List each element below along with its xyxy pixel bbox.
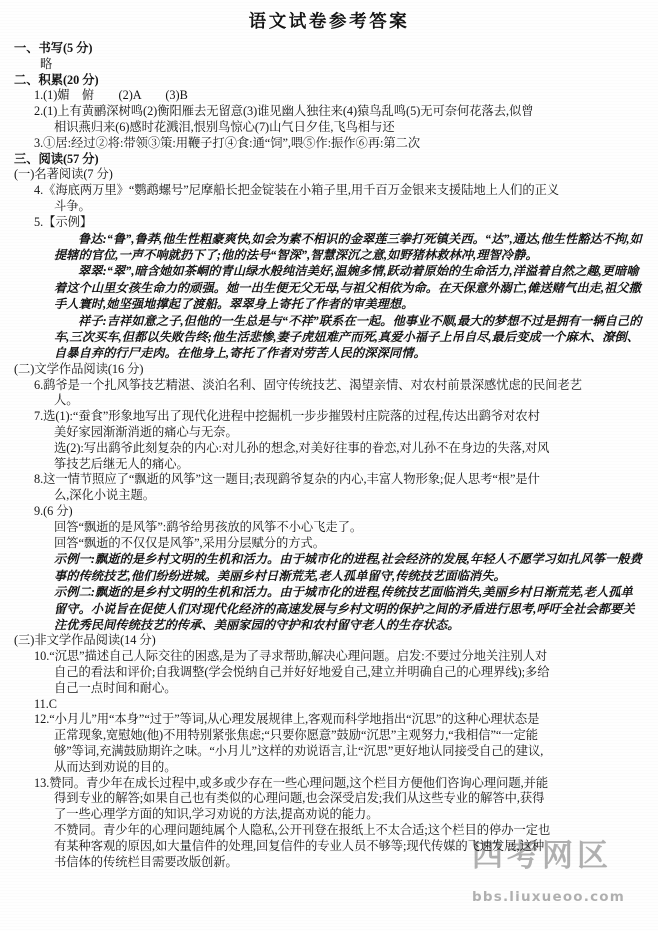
section-1-body: 略: [40, 56, 53, 71]
answer-item-13-line-5: 有某种客观的原因,如大量信件的处理,回复信件的专业人员不够等;现代传媒的飞速发展,这种: [54, 838, 545, 853]
answer-item-2-line-2: 相识燕归来(6)感时花溅泪,恨别鸟惊心(7)山气日夕佳,飞鸟相与还: [54, 119, 395, 134]
subsection-heading-1: (一)名著阅读(7 分): [14, 167, 113, 182]
answer-item-7-line-4: 筝技艺后继无人的痛心。: [54, 456, 189, 471]
answer-item-7-line-1: 7.选(1):“蚕食”形象地写出了现代化进程中挖掘机一步步摧毁村庄院落的过程,传达出鹞爷对农村: [34, 409, 540, 424]
section-heading-1: 一、书写(5 分): [14, 41, 93, 55]
answer-item-10-line-3: 自己一点时间和耐心。: [54, 680, 177, 695]
answer-item-5-example-ludа: 鲁达:“鲁”,鲁莽,他生性粗豪爽快,如会为素不相识的金翠莲三拳打死镇关西。“达”,通达,他生性豁达不拘,如提辖的官位,一声不响就扔下了;他的法号“智深”,智慧深沉之意,如野猪林救林冲,理智冷静。: [54, 231, 642, 262]
answer-item-13-line-2: 得到专业的解答;如果自己也有类似的心理问题,也会深受启发;我们从这些专业的解答中,获得: [54, 791, 545, 806]
answer-item-1: 1.(1)媚 俯 (2)A (3)B: [34, 88, 188, 103]
answer-item-7-line-3: 选(2):写出鹞爷此刻复杂的内心:对儿孙的想念,对美好往事的眷恋,对儿孙不在身边的失落,对风: [54, 440, 550, 455]
section-heading-2: 二、积累(20 分): [14, 72, 99, 87]
answer-item-13-line-4: 不赞同。青少年的心理问题纯属个人隐私,公开刊登在报纸上不太合适;这个栏目的停办一定也: [54, 822, 551, 837]
watermark-url: bbs.liuxueoo.com: [472, 889, 626, 905]
answer-item-12-line-1: 12.“小月儿”用“本身”“过于”等词,从心理发展规律上,客观而科学地指出“沉思”的这种心理状态是: [34, 712, 540, 727]
subsection-heading-2: (二)文学作品阅读(16 分): [14, 361, 144, 376]
answer-item-10-line-2: 自己的看法和评价;自我调整(学会悦纳自己并好好地爱自己,建立并明确自己的心理界线);多给: [54, 665, 550, 679]
answer-item-4-line-2: 斗争。: [54, 198, 91, 213]
section-heading-3: 三、阅读(57 分): [14, 151, 99, 166]
answer-item-3: 3.①居:经过②将:带领③策:用鞭子打④食:通“饲”,喂⑤作:振作⑥再:第二次: [34, 135, 421, 150]
watermark-glyphs: 四考网区: [472, 838, 612, 874]
answer-item-2-line-1: 2.(1)上有黄鹂深树鸣(2)衡阳雁去无留意(3)谁见幽人独往来(4)猿鸟乱鸣(5)无可奈何花落去,似曾: [34, 104, 534, 119]
answer-item-4-line-1: 4.《海底两万里》“鹦鹉螺号”尼摩船长把金锭装在小箱子里,用千百万金银来支援陆地上人们的正义: [34, 183, 560, 198]
answer-item-11: 11.C: [34, 696, 57, 711]
page-title: 语文试卷参考答案: [248, 12, 410, 32]
answer-item-9-example-2: 示例二:飘逝的是乡村文明的生机和活力。由于城市化的进程,传统技艺面临消失,美丽乡村日渐荒芜,老人孤单留守。小说旨在促使人们对现代化经济的高速发展与乡村文明的保护之间的矛盾进行思考,呼吁全社会都要关注优秀民间传统技艺的传承、美丽家园的守护和农村留守老人的生存状态。: [54, 585, 635, 632]
answer-item-13-line-3: 了一些心理学方面的知识,学习劝说的方法,提高劝说的能力。: [54, 807, 379, 822]
answer-item-10-line-1: 10.“沉思”描述自己人际交往的困惑,是为了寻求帮助,解决心理问题。启发:不要过分地关注别人对: [34, 649, 548, 664]
answer-item-13-line-6: 书信体的传统栏目需要改版创新。: [54, 854, 238, 869]
answer-item-13-line-1: 13.赞同。青少年在成长过程中,或多或少存在一些心理问题,这个栏目方便他们咨询心理问题,并能: [34, 775, 549, 790]
subsection-heading-3: (三)非文学作品阅读(14 分): [14, 633, 156, 648]
answer-item-5-example-xiangzi: 祥子:吉祥如意之子,但他的一生总是与“不祥”联系在一起。他事业不顺,最大的梦想不过是拥有一辆自己的车,三次买车,但都以失败告终;他生活悲惨,妻子虎妞难产而死,真爱小福子上吊自尽,最后变成一个麻木、潦倒、自暴自弃的行尸走肉。在他身上,寄托了作者对劳苦人民的深深同情。: [54, 313, 642, 361]
answer-item-7-line-2: 美好家园渐渐消逝的痛心与无奈。: [54, 425, 238, 439]
answer-item-9-heading: 9.(6 分): [34, 503, 73, 518]
answer-item-12-line-2: 正常现象,宽慰她(他)不用特别紧张焦虑;“只要你愿意”鼓励“沉思”主观努力,“我相信”“一定能: [54, 728, 539, 743]
answer-item-9-line-2: 回答“飘逝的不仅仅是风筝”,采用分层赋分的方式。: [54, 535, 326, 550]
answer-item-5-heading: 5.【示例】: [34, 214, 93, 229]
answer-item-9-example-1: 示例一:飘逝的是乡村文明的生机和活力。由于城市化的进程,社会经济的发展,年轻人不愿学习如扎风筝一般费事的传统技艺,他们纷纷进城。美丽乡村日渐荒芜,老人孤单留守,传统技艺面临消失。: [54, 552, 642, 583]
answer-item-8-line-1: 8.这一情节照应了“飘逝的风筝”这一题目;表现鹞爷复杂的内心,丰富人物形象;促人思考“根”是什: [34, 472, 540, 487]
answer-item-6-line-1: 6.鹞爷是一个扎风筝技艺精湛、淡泊名利、固守传统技艺、渴望亲情、对农村前景深感忧虑的民间老艺: [34, 377, 582, 392]
answer-item-6-line-2: 人。: [54, 393, 79, 408]
answer-item-8-line-2: 么,深化小说主题。: [54, 488, 155, 503]
answer-item-5-example-cuicui: 翠翠:“翠”,暗含她如茶峒的青山绿水般纯洁美好,温婉多情,跃动着原始的生命活力,洋溢着自然之趣,更暗喻着这个山里女孩生命力的顽强。她一出生便无父无母,与祖父相依为命。在天保意外溺亡,傩送赌气出走,祖父撒手人寰时,她坚强地撑起了渡船。翠翠身上寄托了作者的审美理想。: [54, 264, 641, 312]
answer-item-9-line-1: 回答“飘逝的是风筝”:鹞爷给男孩放的风筝不小心飞走了。: [54, 519, 363, 534]
answer-item-12-line-4: 从而达到劝说的目的。: [54, 759, 177, 774]
answer-item-12-line-3: 够”等词,充满鼓励期许之味。“小月儿”这样的劝说语言,让“沉思”更好地认同接受自己的建议,: [54, 743, 544, 758]
